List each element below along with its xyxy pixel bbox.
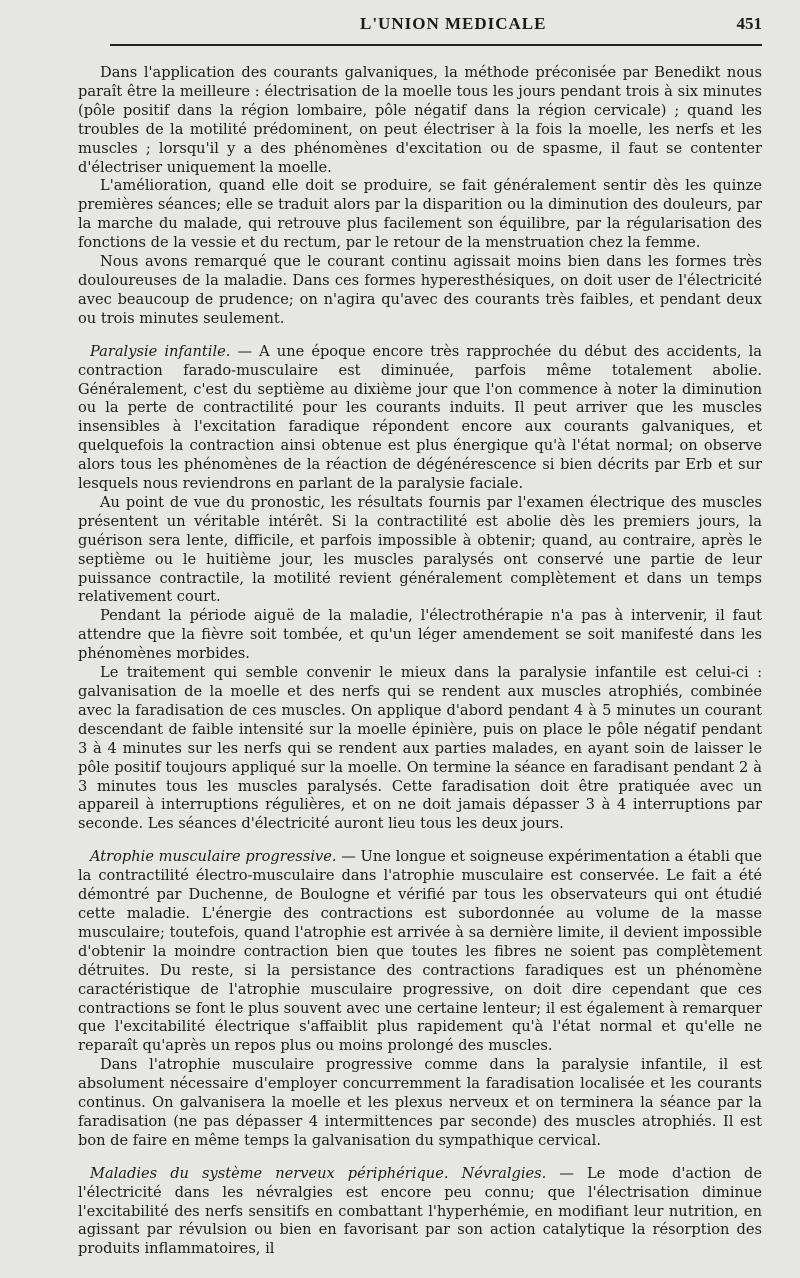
paragraph-text: Pendant la période aiguë de la maladie, l'électrothérapie n'a pas à intervenir, il faut attendre que la fièvre soit tombée, et qu'un léger amendement se soit manifesté dans les phénomènes morbides. — [78, 607, 762, 663]
paragraph — [78, 253, 762, 329]
paragraph — [78, 494, 762, 607]
paragraph — [78, 177, 762, 253]
page-header — [110, 14, 762, 46]
paragraph — [78, 607, 762, 664]
paragraph — [78, 664, 762, 834]
paragraph-text: — Une longue et soigneuse expérimentation a établi que la contractilité électro-musculaire dans l'atrophie musculaire est conservée. Le fait a été démontré par Duchenne, de Boulogne et vérifié par tous les observateurs qui ont étudié cette maladie. L'énergie des contractions est subordonnée au volume de la masse musculaire; toutefois, quand l'atrophie est arrivée à sa dernière limite, il devient impossible d'obtenir la moindre contraction bien que toutes les fibres ne soient pas complètement détruites. Du reste, si la persistance des contractions faradiques est un phénomène caractéristique de l'atrophie musculaire progressive, on doit dire cependant que ces contractions se font le plus souvent avec une certaine lenteur; il est également à remarquer que l'excitabilité électrique s'affaiblit plus rapidement qu'à l'état normal et qu'elle ne reparaît qu'après un repos plus ou moins prolongé des muscles. — [78, 848, 763, 1055]
paragraph-text: L'amélioration, quand elle doit se produire, se fait généralement sentir dès les quinze premières séances; elle se traduit alors par la disparition ou la diminution des douleurs, par la marche du malade, qui retrouve plus facilement son équilibre, par la régularisation des fonctions de la vessie et du rectum, par le retour de la menstruation chez la femme. — [78, 177, 762, 252]
paragraph — [78, 64, 762, 177]
page-number: 451 — [736, 14, 762, 33]
paragraph-nevralgies — [78, 1165, 762, 1260]
paragraph-text: — A une époque encore très rapprochée du début des accidents, la contraction farado-musculaire est diminuée, parfois même totalement abolie. Généralement, c'est du septième au dixième jour que l'on commence à noter la diminution ou la perte de contractilité pour les courants induits. Il peut arriver que les muscles insensibles à l'excitation faradique répondent encore aux courants galvaniques, et quelquefois la contraction ainsi obtenue est plus énergique qu'à l'état normal; on observe alors tous les phénomènes de la réaction de dégénérescence si bien décrits par Erb et sur lesquels nous reviendrons en parlant de la paralysie faciale. — [78, 342, 762, 493]
paragraph-text: — Le mode d'action de l'électricité dans les névralgies est encore peu connu; que l'électrisation diminue l'excitabilité des nerfs sensitifs en combattant l'hyperhémie, en modifiant leur nutrition, en agissant par révulsion ou bien en favorisant par son action catalytique la résorption des produits inflammatoires, il — [78, 1164, 762, 1258]
paragraph-atrophie-musculaire — [78, 848, 762, 1056]
paragraph — [78, 1056, 762, 1151]
section-title: Atrophie musculaire progressive. — [90, 848, 337, 866]
paragraph-text: Nous avons remarqué que le courant continu agissait moins bien dans les formes très douloureuses de la maladie. Dans ces formes hyperesthésiques, on doit user de l'électricité avec beaucoup de prudence; on n'agira qu'avec des courants très faibles, et pendant deux ou trois minutes seulement. — [78, 253, 762, 327]
paragraph-text: Au point de vue du pronostic, les résultats fournis par l'examen électrique des muscles présentent un véritable intérêt. Si la contractilité est abolie dès les premiers jours, la guérison sera lente, difficile, et parfois impossible à obtenir; quand, au contraire, après le septième ou le huitième jour, les muscles paralysés ont conservé une partie de leur puissance contractile, la motilité revient généralement complètement et dans un temps relativement court. — [78, 493, 762, 606]
paragraph-paralysie-infantile — [78, 343, 762, 494]
section-title: Maladies du système nerveux périphérique. Névralgies. — [90, 1164, 547, 1182]
article-body — [78, 64, 762, 1259]
paragraph-text: Le traitement qui semble convenir le mieux dans la paralysie infantile est celui-ci : galvanisation de la moelle et des nerfs qui se rendent aux muscles atrophiés, combinée avec la faradisation de ces muscles. On applique d'abord pendant 4 à 5 minutes un courant descendant de faible intensité sur la moelle épinière, puis on place le pôle négatif pendant 3 à 4 minutes sur les nerfs qui se rendent aux parties malades, en ayant soin de laisser le pôle positif toujours appliqué sur la moelle. On termine la séance en faradisant pendant 2 à 3 minutes tous les muscles paralysés. Cette faradisation doit être pratiquée avec un appareil à interruptions régulières, et on ne doit jamais dépasser 3 à 4 interruptions par seconde. Les séances d'électricité auront lieu tous les deux jours. — [78, 664, 762, 833]
paragraph-text: Dans l'application des courants galvaniques, la méthode préconisée par Benedikt nous paraît être la meilleure : électrisation de la moelle tous les jours pendant trois à six minutes (pôle positif dans la région lombaire, pôle négatif dans la région cervicale) ; quand les troubles de la motilité prédominent, on peut électriser à la fois la moelle, les nerfs et les muscles ; lorsqu'il y a des phénomènes d'excitation ou de spasme, il faut se contenter d'électriser uniquement la moelle. — [78, 64, 762, 176]
running-title: L'UNION MEDICALE — [360, 14, 547, 33]
section-title: Paralysie infantile. — [90, 342, 231, 360]
paragraph-text: Dans l'atrophie musculaire progressive comme dans la paralysie infantile, il est absolument nécessaire d'employer concurremment la faradisation localisée et les courants continus. On galvanisera la moelle et les plexus nerveux et on terminera la séance par la faradisation (ne pas dépasser 4 intermittences par seconde) des muscles atrophiés. Il est bon de faire en même temps la galvanisation du sympathique cervical. — [78, 1056, 762, 1149]
